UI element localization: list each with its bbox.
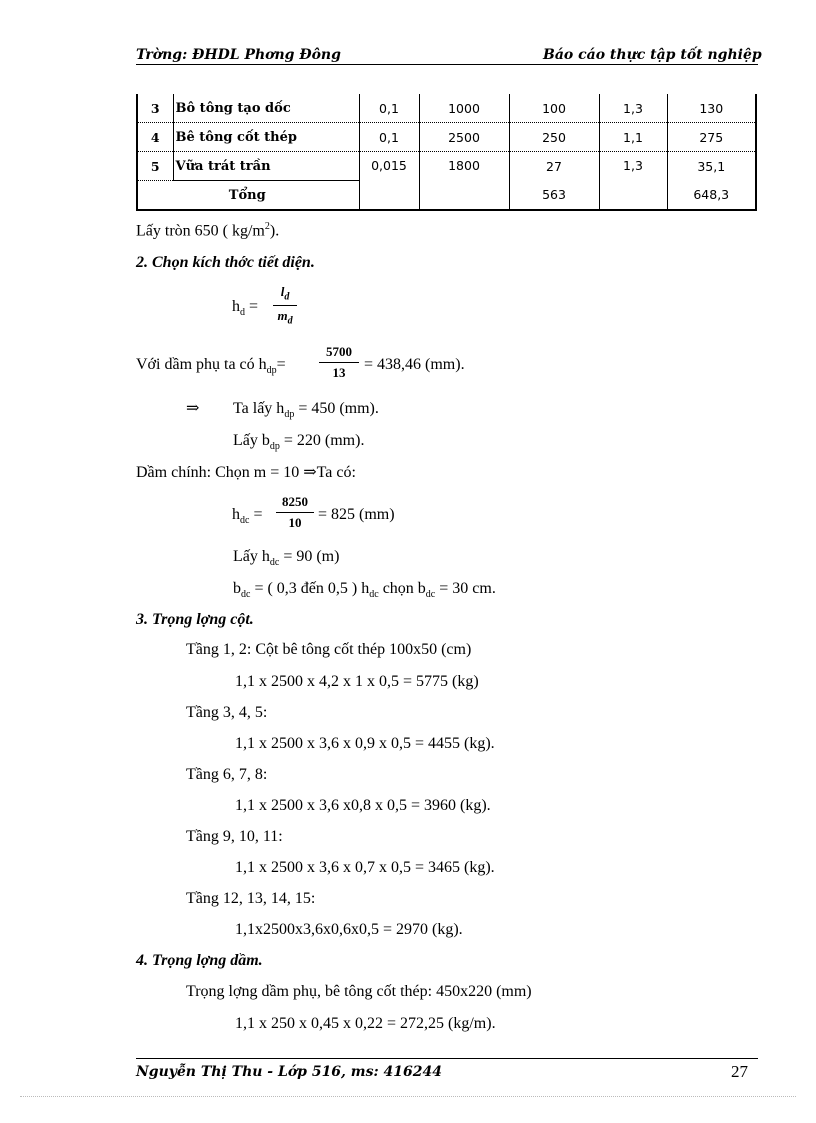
section-3-title: 3. Trọng lợng cột. — [136, 611, 254, 628]
row-standard-load: 250 — [509, 123, 599, 152]
hdc-formula-lhs: $h_{dc}$ = — [232, 506, 263, 527]
total-standard-load: 563 — [509, 181, 599, 211]
row-thickness: 0,1 — [359, 123, 419, 152]
take-secondary-height: Ta lấy $h_{dp} = 450$ (mm). — [233, 400, 379, 421]
hd-formula-lhs: $h_d$ = — [232, 298, 259, 319]
load-table — [136, 94, 757, 211]
row-design-load: 275 — [667, 123, 756, 152]
beam-weight-label: Trọng lợng dầm phụ, bê tông cốt thép: 450x220 (mm) — [186, 983, 532, 1000]
hdc-fraction: 8250 10 — [276, 494, 314, 531]
footer-author: Nguyễn Thị Thu - Lớp 516, ms: 416244 — [136, 1064, 442, 1080]
floor-12-15-label: Tầng 12, 13, 14, 15: — [186, 890, 316, 907]
table-row — [137, 94, 756, 123]
row-number: 3 — [137, 94, 173, 123]
secondary-beam-fraction: 5700 13 — [319, 344, 359, 381]
floor-1-2-label: Tầng 1, 2: Cột bê tông cốt thép 100x50 (cm) — [186, 641, 472, 658]
floor-6-8-calc: 1,1 x 2500 x 3,6 x0,8 x 0,5 = 3960 (kg). — [235, 797, 491, 814]
row-density: 2500 — [419, 123, 509, 152]
footer-rule — [136, 1058, 758, 1059]
floor-9-11-label: Tầng 9, 10, 11: — [186, 828, 283, 845]
secondary-beam-height: Với dầm phụ ta có $h_{dp}=$ — [136, 356, 286, 377]
row-design-load: 130 — [667, 94, 756, 123]
main-beam-width: $b_{dc}$ = ( 0,3 đến 0,5 ) $h_{dc}$ chọn $b_{dc} = 30$ cm. — [233, 580, 496, 601]
secondary-beam-result: = 438,46 (mm). — [364, 356, 465, 373]
row-layer-name: Bô tông tạo dốc — [173, 94, 359, 123]
row-thickness: 0,1 — [359, 94, 419, 123]
main-beam-choice: Dầm chính: Chọn m = 10 ⇒Ta có: — [136, 464, 356, 481]
floor-9-11-calc: 1,1 x 2500 x 3,6 x 0,7 x 0,5 = 3465 (kg). — [235, 859, 495, 876]
total-label: Tổng — [137, 181, 359, 211]
hdc-result: = 825 (mm) — [318, 506, 395, 523]
header-report-title: Báo cáo thực tập tốt nghiệp — [543, 47, 762, 63]
row-layer-name: Bê tông cốt thép — [173, 123, 359, 152]
floor-1-2-calc: 1,1 x 2500 x 4,2 x 1 x 0,5 = 5775 (kg) — [235, 673, 479, 690]
take-main-height: Lấy $h_{dc} = 90$ (m) — [233, 548, 340, 569]
row-standard-load: 100 — [509, 94, 599, 123]
row-factor: 1,3 — [599, 152, 667, 211]
row-factor: 1,3 — [599, 94, 667, 123]
row-design-load: 35,1 — [667, 152, 756, 181]
floor-6-8-label: Tầng 6, 7, 8: — [186, 766, 268, 783]
implies-arrow: ⇒ — [186, 400, 200, 417]
rounding-note: Lấy tròn 650 ( $kg/m^2$). — [136, 221, 280, 240]
total-design-load: 648,3 — [667, 181, 756, 211]
hd-fraction: $l_d$ $m_d$ — [273, 284, 297, 326]
floor-12-15-calc: 1,1x2500x3,6x0,6x0,5 = 2970 (kg). — [235, 921, 463, 938]
table-row — [137, 123, 756, 152]
page-number: 27 — [731, 1062, 748, 1081]
take-secondary-width: Lấy $b_{dp} = 220$ (mm). — [233, 432, 365, 453]
row-number: 5 — [137, 152, 173, 181]
beam-weight-calc: 1,1 x 250 x 0,45 x 0,22 = 272,25 (kg/m). — [235, 1015, 496, 1032]
page-bottom-dots — [20, 1096, 796, 1097]
row-density: 1800 — [419, 152, 509, 211]
table-row — [137, 152, 756, 181]
row-standard-load: 27 — [509, 152, 599, 181]
floor-3-5-label: Tầng 3, 4, 5: — [186, 704, 268, 721]
row-factor: 1,1 — [599, 123, 667, 152]
header-school: Trờng: ĐHDL Phơng Đông — [136, 47, 341, 63]
section-4-title: 4. Trọng lợng dầm. — [136, 952, 263, 969]
section-2-title: 2. Chọn kích thớc tiết diện. — [136, 254, 315, 271]
row-thickness: 0,015 — [359, 152, 419, 211]
header-rule — [136, 64, 758, 65]
row-number: 4 — [137, 123, 173, 152]
row-layer-name: Vữa trát trần — [173, 152, 359, 181]
row-density: 1000 — [419, 94, 509, 123]
floor-3-5-calc: 1,1 x 2500 x 3,6 x 0,9 x 0,5 = 4455 (kg). — [235, 735, 495, 752]
